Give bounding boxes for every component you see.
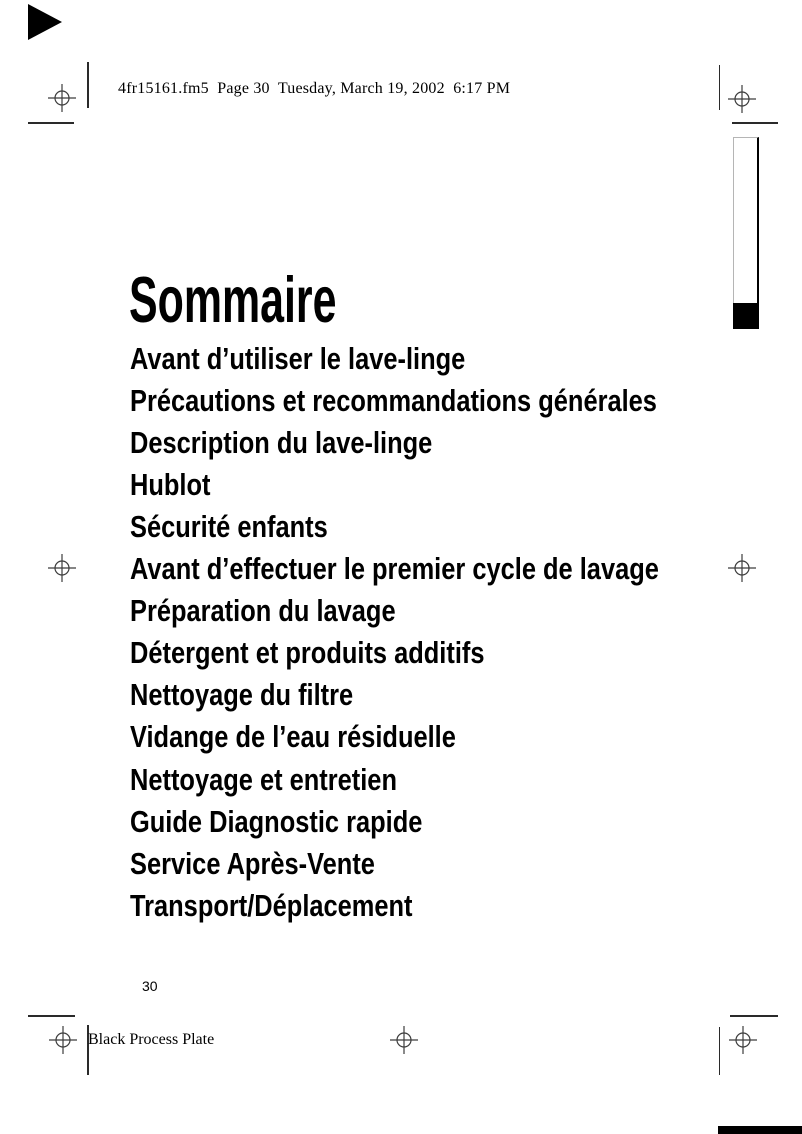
toc-item: Sécurité enfants xyxy=(130,508,328,544)
registration-mark-icon xyxy=(48,554,76,582)
bottom-edge-bar xyxy=(718,1126,802,1134)
toc-item: Avant d’effectuer le premier cycle de lavage xyxy=(130,551,659,587)
crop-line-top-left-vertical xyxy=(87,62,89,108)
toc-item: Avant d’utiliser le lave-linge xyxy=(130,340,466,376)
print-header-text: 4fr15161.fm5 Page 30 Tuesday, March 19, 2002 6:17 PM xyxy=(118,80,511,97)
toc-item: Nettoyage du filtre xyxy=(130,677,354,713)
toc-item: Transport/Déplacement xyxy=(130,887,413,923)
crop-line-bottom-right-vertical xyxy=(719,1027,721,1075)
toc-item: Guide Diagnostic rapide xyxy=(130,803,423,839)
toc-item: Détergent et produits additifs xyxy=(130,635,485,671)
registration-mark-icon xyxy=(728,85,756,113)
color-density-bar xyxy=(733,137,759,329)
registration-mark-icon xyxy=(49,1026,77,1054)
toc-item: Vidange de l’eau résiduelle xyxy=(130,719,456,755)
toc-item: Service Après-Vente xyxy=(130,845,375,881)
plate-label: Black Process Plate xyxy=(88,1031,215,1048)
crop-line-top-left-horizontal xyxy=(28,122,74,124)
registration-mark-icon xyxy=(390,1026,418,1054)
toc-item: Description du lave-linge xyxy=(130,424,433,460)
registration-mark-icon xyxy=(48,84,76,112)
crop-line-top-right-horizontal xyxy=(732,122,778,124)
toc-item: Nettoyage et entretien xyxy=(130,761,397,797)
registration-mark-icon xyxy=(729,1026,757,1054)
color-density-bar-fill xyxy=(733,303,759,329)
toc-item: Préparation du lavage xyxy=(130,593,396,629)
crop-line-bottom-right-horizontal xyxy=(730,1015,778,1017)
page-number: 30 xyxy=(142,978,158,994)
crop-corner-mark-icon xyxy=(28,4,62,40)
crop-line-top-right-vertical xyxy=(719,65,721,110)
crop-line-bottom-left-horizontal xyxy=(28,1015,75,1017)
toc-list xyxy=(130,338,775,928)
toc-item: Hublot xyxy=(130,466,211,502)
toc-item: Précautions et recommandations générales xyxy=(130,382,657,418)
page-title: Sommaire xyxy=(129,263,337,336)
